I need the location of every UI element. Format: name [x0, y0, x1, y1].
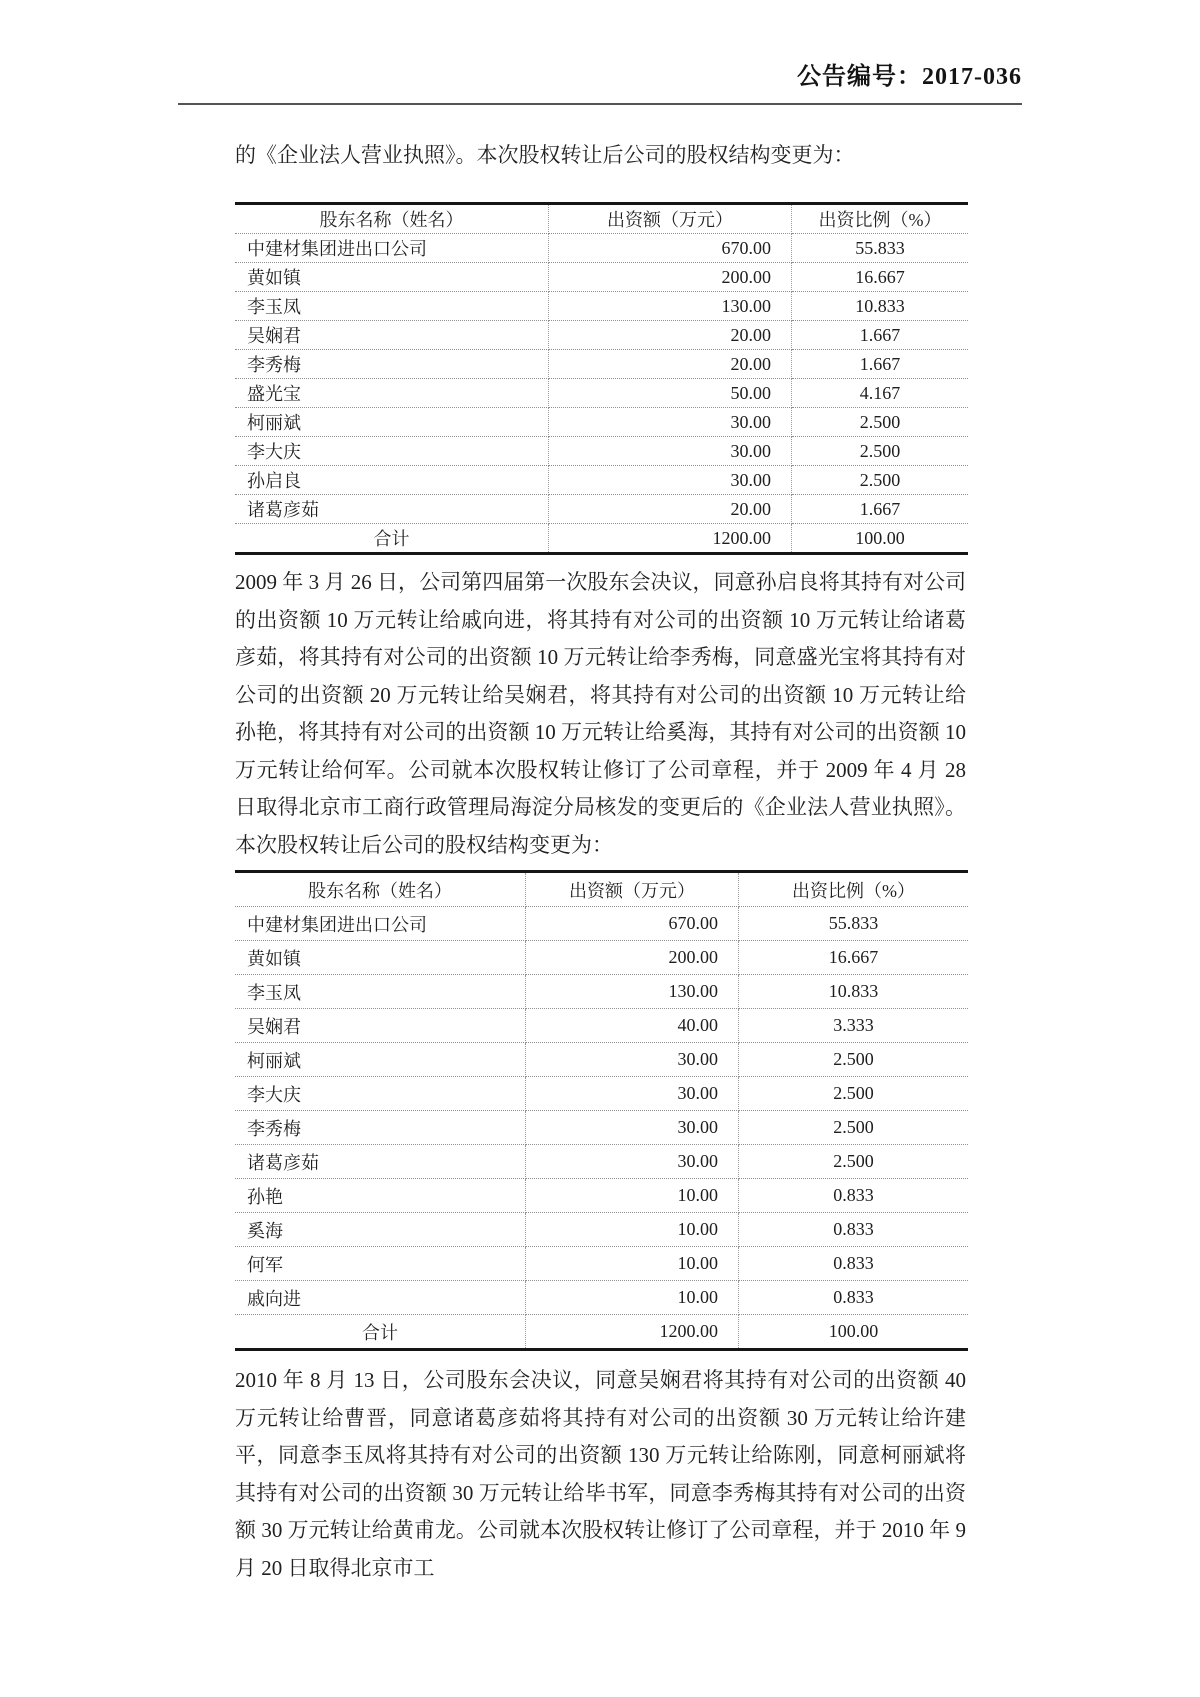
table-row [235, 495, 968, 524]
shareholder-name-cell: 李大庆 [235, 437, 549, 466]
announcement-number: 公告编号：2017-036 [797, 64, 1022, 90]
percentage-cell: 10.833 [792, 292, 969, 321]
table-row [235, 466, 968, 495]
shareholder-name-cell: 孙启良 [235, 466, 549, 495]
percentage-cell: 16.667 [739, 941, 969, 975]
total-row [235, 524, 968, 554]
amount-cell: 200.00 [526, 941, 739, 975]
document-body [235, 140, 966, 1587]
amount-cell: 30.00 [526, 1043, 739, 1077]
intro-line: 的《企业法人营业执照》。本次股权转让后公司的股权结构变更为： [235, 143, 855, 167]
amount-cell: 1200.00 [526, 1315, 739, 1350]
table-row [235, 1077, 968, 1111]
percentage-cell: 3.333 [739, 1009, 969, 1043]
shareholder-table-2 [235, 870, 968, 1351]
percentage-cell: 55.833 [739, 907, 969, 941]
amount-cell: 670.00 [549, 234, 792, 263]
column-header: 出资额（万元） [549, 204, 792, 234]
shareholder-name-cell: 中建材集团进出口公司 [235, 234, 549, 263]
amount-cell: 10.00 [526, 1247, 739, 1281]
table-row [235, 379, 968, 408]
percentage-cell: 0.833 [739, 1247, 969, 1281]
percentage-cell: 2.500 [792, 466, 969, 495]
shareholder-name-cell: 中建材集团进出口公司 [235, 907, 526, 941]
table-row [235, 1145, 968, 1179]
column-header: 出资比例（%） [792, 204, 969, 234]
table-row [235, 1247, 968, 1281]
amount-cell: 130.00 [526, 975, 739, 1009]
shareholder-name-cell: 李大庆 [235, 1077, 526, 1111]
amount-cell: 200.00 [549, 263, 792, 292]
amount-cell: 670.00 [526, 907, 739, 941]
table-row [235, 1043, 968, 1077]
amount-cell: 20.00 [549, 321, 792, 350]
percentage-cell: 55.833 [792, 234, 969, 263]
percentage-cell: 1.667 [792, 321, 969, 350]
shareholder-name-cell: 李玉凤 [235, 975, 526, 1009]
amount-cell: 50.00 [549, 379, 792, 408]
percentage-cell: 1.667 [792, 350, 969, 379]
percentage-cell: 2.500 [739, 1145, 969, 1179]
shareholder-name-cell: 黄如镇 [235, 941, 526, 975]
table-row [235, 941, 968, 975]
shareholder-name-cell: 盛光宝 [235, 379, 549, 408]
table-header-row [235, 204, 968, 234]
table-row [235, 437, 968, 466]
shareholder-name-cell: 黄如镇 [235, 263, 549, 292]
table-row [235, 1213, 968, 1247]
shareholder-name-cell: 戚向进 [235, 1281, 526, 1315]
table-row [235, 234, 968, 263]
column-header: 出资额（万元） [526, 872, 739, 907]
shareholder-name-cell: 诸葛彦茹 [235, 495, 549, 524]
amount-cell: 40.00 [526, 1009, 739, 1043]
percentage-cell: 100.00 [855, 527, 905, 548]
percentage-cell: 16.667 [792, 263, 969, 292]
shareholder-name-cell: 李秀梅 [235, 350, 549, 379]
percentage-cell: 0.833 [739, 1281, 969, 1315]
shareholder-name-cell: 吴娴君 [235, 1009, 526, 1043]
percentage-cell: 4.167 [792, 379, 969, 408]
shareholder-name-cell: 合计 [235, 524, 549, 554]
table-row [235, 975, 968, 1009]
shareholder-name-cell: 合计 [235, 1315, 526, 1350]
column-header: 出资比例（%） [739, 872, 969, 907]
amount-cell: 30.00 [526, 1111, 739, 1145]
amount-cell: 30.00 [549, 437, 792, 466]
table-row [235, 907, 968, 941]
percentage-cell: 0.833 [739, 1213, 969, 1247]
shareholder-name-cell: 孙艳 [235, 1179, 526, 1213]
table-row [235, 1281, 968, 1315]
amount-cell: 20.00 [549, 350, 792, 379]
amount-cell: 10.00 [526, 1213, 739, 1247]
percentage-cell: 2.500 [739, 1043, 969, 1077]
shareholder-name-cell: 何军 [235, 1247, 526, 1281]
shareholder-name-cell: 奚海 [235, 1213, 526, 1247]
percentage-cell: 2.500 [739, 1111, 969, 1145]
column-header: 股东名称（姓名） [235, 204, 549, 234]
page-header [178, 56, 1022, 105]
percentage-cell: 2.500 [792, 408, 969, 437]
total-row [235, 1315, 968, 1350]
shareholder-name-cell: 李秀梅 [235, 1111, 526, 1145]
table-row [235, 321, 968, 350]
shareholder-name-cell: 诸葛彦茹 [235, 1145, 526, 1179]
table-header-row [235, 872, 968, 907]
table-row [235, 263, 968, 292]
amount-cell: 30.00 [526, 1145, 739, 1179]
table-row [235, 1111, 968, 1145]
amount-cell: 30.00 [549, 466, 792, 495]
percentage-cell: 10.833 [739, 975, 969, 1009]
amount-cell: 10.00 [526, 1179, 739, 1213]
table-row [235, 1179, 968, 1213]
amount-cell: 30.00 [549, 408, 792, 437]
percentage-cell: 0.833 [739, 1179, 969, 1213]
amount-cell: 1200.00 [549, 524, 792, 554]
shareholder-table-1 [235, 202, 968, 555]
paragraph-2009: 2009 年 3 月 26 日，公司第四届第一次股东会决议，同意孙启良将其持有对公司的出资额 10 万元转让给戚向进，将其持有对公司的出资额 10 万元转让给诸葛彦茹，将其持有对公司的出资额 10 万元转让给李秀梅，同意盛光宝将其持有对公司的出资额 20 万元转让给吴娴君，将其持有对公司的出资额 10 万元转让给孙艳，将其持有对公司的出资额 10 万元转让给奚海，其持有对公司的出资额 10 万元转让给何军。公司就本次股权转让修订了公司章程，并于 2009 年 4 月 28 日取得北京市工商行政管理局海淀分局核发的变更后的《企业法人营业执照》。本次股权转让后公司的股权结构变更为： [235, 570, 966, 857]
shareholder-name-cell: 柯丽斌 [235, 1043, 526, 1077]
amount-cell: 30.00 [526, 1077, 739, 1111]
percentage-cell: 1.667 [792, 495, 969, 524]
table-row [235, 292, 968, 321]
table-row [235, 1009, 968, 1043]
amount-cell: 20.00 [549, 495, 792, 524]
paragraph-2010: 2010 年 8 月 13 日，公司股东会决议，同意吴娴君将其持有对公司的出资额 40 万元转让给曹晋，同意诸葛彦茹将其持有对公司的出资额 30 万元转让给许建平，同意李玉凤将其持有对公司的出资额 130 万元转让给陈刚，同意柯丽斌将其持有对公司的出资额 30 万元转让给毕书军，同意李秀梅其持有对公司的出资额 30 万元转让给黄甫龙。公司就本次股权转让修订了公司章程，并于 2010 年 9 月 20 日取得北京市工 [235, 1368, 966, 1580]
column-header: 股东名称（姓名） [235, 872, 526, 907]
shareholder-name-cell: 柯丽斌 [235, 408, 549, 437]
amount-cell: 10.00 [526, 1281, 739, 1315]
amount-cell: 130.00 [549, 292, 792, 321]
shareholder-name-cell: 李玉凤 [235, 292, 549, 321]
percentage-cell: 100.00 [828, 1321, 879, 1341]
table-row [235, 408, 968, 437]
percentage-cell: 2.500 [792, 437, 969, 466]
percentage-cell: 2.500 [739, 1077, 969, 1111]
table-row [235, 350, 968, 379]
shareholder-name-cell: 吴娴君 [235, 321, 549, 350]
